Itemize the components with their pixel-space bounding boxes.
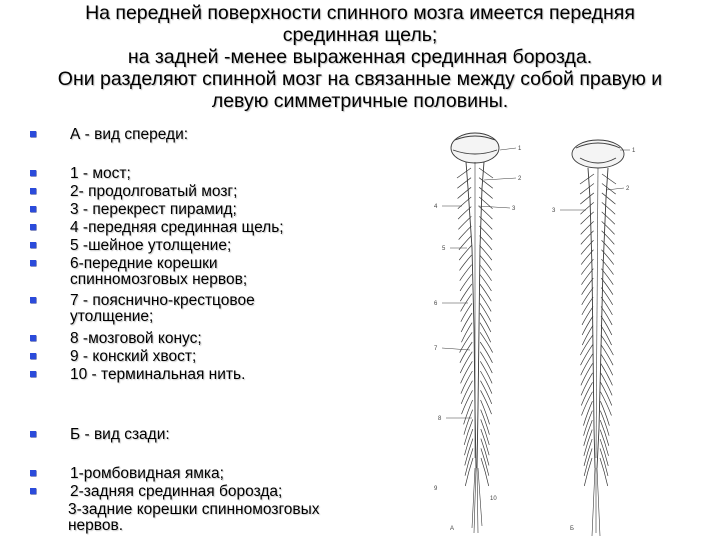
nerve-root [461,303,472,321]
nerve-root [480,274,492,291]
nerve-root [581,344,593,365]
nerve-root [480,294,491,312]
nerve-root [461,371,473,394]
bullet-icon [30,335,36,341]
nerve-root [458,187,472,198]
bullet-icon [30,170,36,176]
nerve-root [601,382,612,405]
nerve-root [461,381,472,404]
title-line-3: на задней -менее выраженная срединная борозда. [127,46,593,68]
nerve-root [461,361,473,383]
nerve-root [480,352,492,373]
bullet-icon [30,224,36,230]
list-item-continuation: утолщение; [70,308,154,325]
nerve-root [601,344,613,365]
nerve-root [580,202,593,214]
nerve-root [582,307,593,325]
bullet-icon [30,488,36,494]
bullet-icon [30,260,36,266]
figure-label: 2 [626,186,630,192]
nerve-root [582,297,593,315]
nerve-root [461,323,472,343]
bullet-icon [30,242,36,248]
nerve-root [457,168,471,178]
nerve-root [602,202,615,214]
bullet-icon [30,353,36,359]
bullet-icon [30,131,36,137]
nerve-root [601,297,612,315]
nerve-root [480,323,491,343]
bullet-icon [30,297,36,303]
figure-label: 5 [442,246,446,252]
nerve-root [581,212,594,224]
nerve-root [601,354,613,375]
nerve-root [580,183,594,194]
nerve-root [460,342,472,363]
bullet-icon [30,188,36,194]
nerve-root [601,363,613,385]
nerve-root [460,274,472,291]
nerve-root [581,363,593,385]
spinal-cord-back-drawing [572,140,624,536]
nerve-root [458,216,471,229]
nerve-root [480,342,492,363]
figure-caption: Б [570,526,574,532]
nerve-root [465,458,473,486]
figure-label: 3 [512,206,516,212]
title-line-1: На передней поверхности спинного мозга имеется передняя [85,2,635,24]
nerve-root [461,313,472,332]
nerve-root [479,178,493,189]
spinal-cord-figure [420,128,720,540]
nerve-root [601,278,613,295]
nerve-root [600,392,611,416]
nerve-root [480,381,491,404]
bullet-icon [30,371,36,377]
nerve-root [581,354,593,375]
nerve-root [582,288,593,305]
nerve-root [581,269,593,285]
bullet-icon [30,431,36,437]
nerve-root [480,361,492,383]
title-line-2: срединная щель; [282,24,438,46]
nerve-root [600,458,608,486]
nerve-root [602,174,616,184]
list-item-continuation: спинномозговых нервов; [70,271,248,288]
nerve-root [480,303,491,321]
nerve-root [601,316,612,335]
legend-list: А - вид спереди: 1 - мост; 2- продолговатый мозг; 3 - перекрест пирамид; 4 -передняя срединная щель; 5 -шейное утолщение; 6-передние корешки спинномозговых нервов; 7 - пояснично-крестцовое утолщение; 8 -мозговой конус; 9 - конский хвост; 10 - терминальная нить. Б - вид сзади: 1-ромбовидная ямка; 2-задняя срединная борозда; 3-задние корешки спинномозговых нервов. [0,0,420,540]
figure-label: 2 [518,176,522,182]
nerve-root [602,183,616,194]
figure-label: 6 [434,301,438,307]
figure-label: 7 [434,346,438,352]
bullet-icon [30,206,36,212]
nerve-root [580,174,594,184]
nerve-root [481,390,492,414]
nerve-root [602,212,615,224]
nerve-root [481,458,489,486]
title-line-5: левую симметричные половины. [211,90,509,112]
nerve-root [460,284,471,301]
nerve-root [601,373,613,396]
nerve-root [480,265,492,281]
nerve-root [480,313,491,332]
figure-label: 1 [632,148,636,154]
nerve-root [601,325,612,345]
nerve-root [460,352,472,373]
nerve-root [601,288,612,305]
figure-label: 4 [434,204,438,210]
bullet-icon [30,470,36,476]
figure-label: 9 [434,486,438,492]
spinal-cord-front-drawing [451,133,499,533]
nerve-root [601,307,612,325]
figure-label: 1 [518,146,522,152]
nerve-root [582,278,594,295]
nerve-root [462,390,473,414]
figure-label: 3 [552,208,556,214]
title-line-4: Они разделяют спинной мозг на связанные между собой правую и [57,68,663,90]
nerve-root [480,371,492,394]
nerve-root [479,187,493,198]
nerve-root [580,193,594,204]
nerve-root [461,294,472,312]
nerve-root [457,178,471,189]
list-item-no-bullet: 3-задние корешки спинномозговых [68,501,320,518]
figure-label: 8 [438,416,442,422]
figure-label: 10 [490,496,497,502]
nerve-root [581,373,593,396]
nerve-root [479,168,493,178]
nerve-root [480,332,493,352]
list-item-continuation: нервов. [68,517,124,534]
figure-caption: A [450,526,455,532]
nerve-root [581,392,592,416]
nerve-root [480,284,491,301]
nerve-root [602,193,616,204]
nerve-root [582,316,593,335]
